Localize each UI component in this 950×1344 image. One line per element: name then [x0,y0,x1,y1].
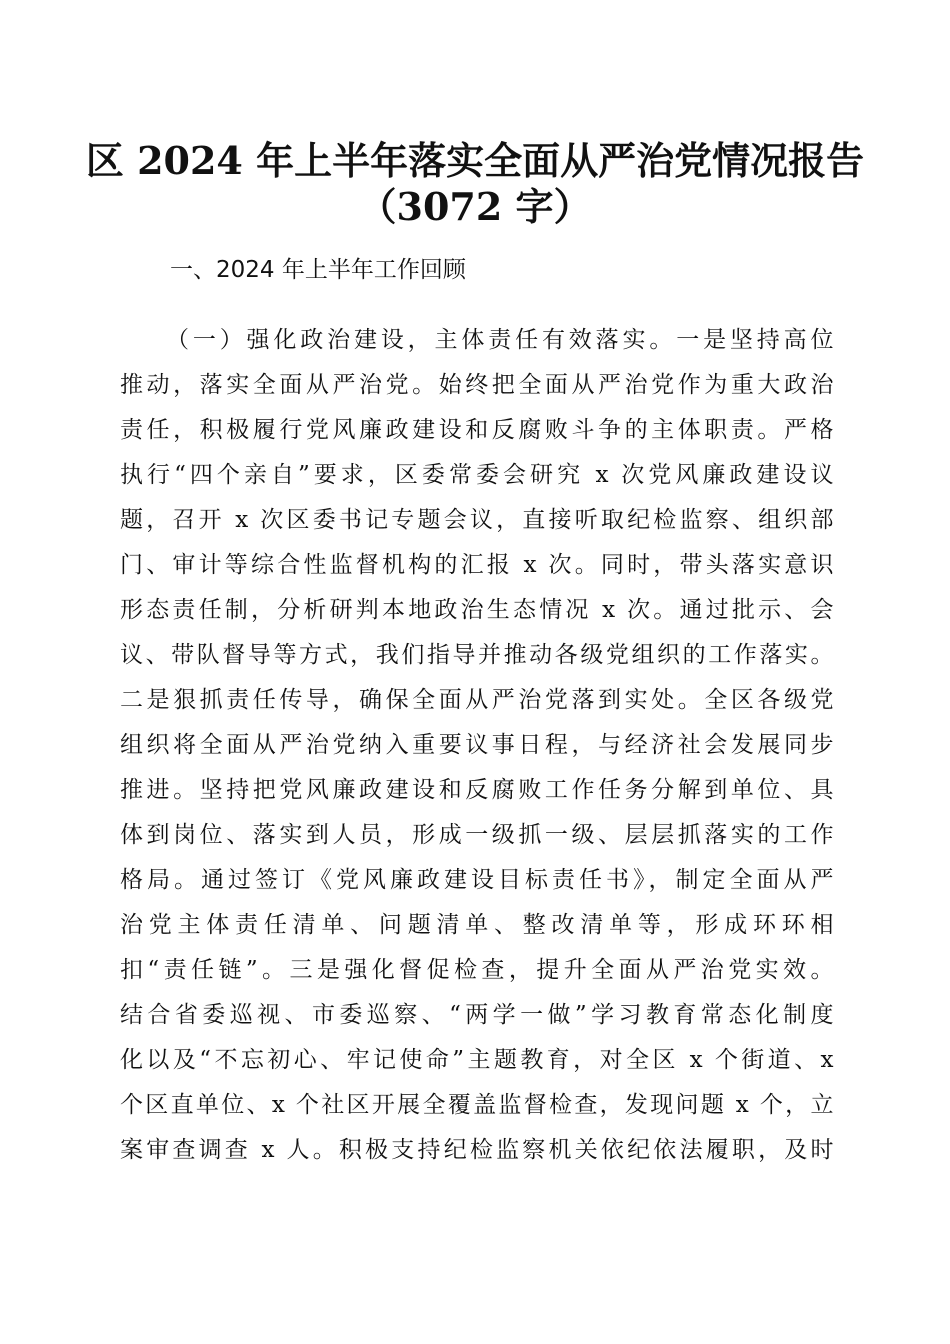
body-line: 案审查调查 x 人。积极支持纪检监察机关依纪依法履职，及时 [120,1137,835,1163]
body-line: 体到岗位、落实到人员，形成一级抓一级、层层抓落实的工作 [120,822,835,848]
body-line: 治党主体责任清单、问题清单、整改清单等，形成环环相 [120,912,835,938]
body-line: 个区直单位、x 个社区开展全覆盖监督检查，发现问题 x 个，立 [120,1092,835,1118]
body-line: 推动，落实全面从严治党。始终把全面从严治党作为重大政治 [120,372,835,398]
body-line: 门、审计等综合性监督机构的汇报 x 次。同时，带头落实意识 [120,552,835,578]
body-line: 议、带队督导等方式，我们指导并推动各级党组织的工作落实。 [120,642,835,668]
body-line: 组织将全面从严治党纳入重要议事日程，与经济社会发展同步 [120,732,835,758]
body-line: 题，召开 x 次区委书记专题会议，直接听取纪检监察、组织部 [120,507,835,533]
section-heading: 一、2024 年上半年工作回顾 [170,257,466,283]
body-line: 形态责任制，分析研判本地政治生态情况 x 次。通过批示、会 [120,597,835,623]
body-line: 化以及“不忘初心、牢记使命”主题教育，对全区 x 个街道、x [120,1047,835,1073]
body-line: 执行“四个亲自”要求，区委常委会研究 x 次党风廉政建设议 [120,462,835,488]
body-line: 推进。坚持把党风廉政建设和反腐败工作任务分解到单位、具 [120,777,835,803]
document-title: 区 2024 年上半年落实全面从严治党情况报告 [85,138,865,183]
body-line: 扣“责任链”。三是强化督促检查，提升全面从严治党实效。 [120,957,835,983]
body-line: 结合省委巡视、市委巡察、“两学一做”学习教育常态化制度 [120,1002,835,1028]
body-line: （一）强化政治建设，主体责任有效落实。一是坚持高位 [166,327,835,353]
body-line: 二是狠抓责任传导，确保全面从严治党落到实处。全区各级党 [120,687,835,713]
body-line: 责任，积极履行党风廉政建设和反腐败斗争的主体职责。严格 [120,417,835,443]
body-line: 格局。通过签订《党风廉政建设目标责任书》，制定全面从严 [120,867,835,893]
document-subtitle-wordcount: （3072 字） [358,184,592,229]
